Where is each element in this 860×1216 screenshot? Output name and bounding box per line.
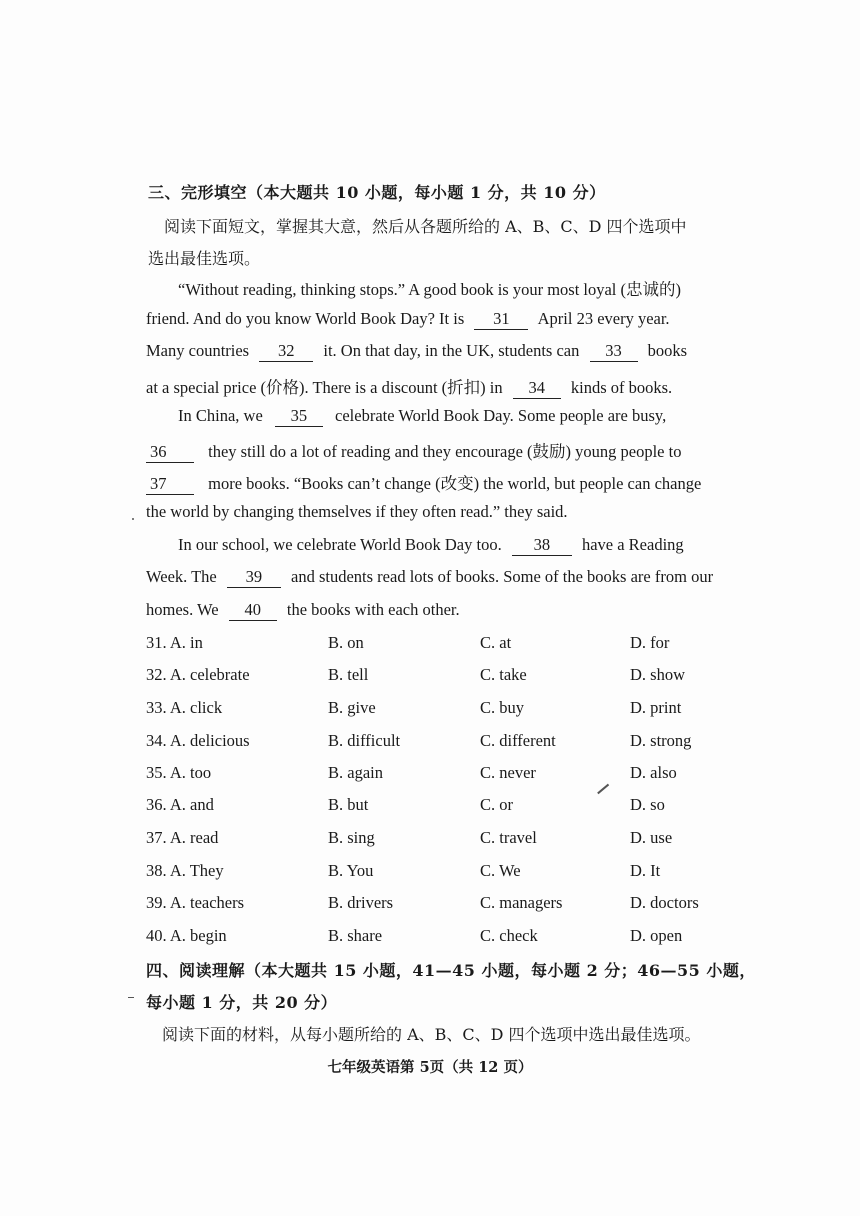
option-c: C. or	[480, 795, 513, 814]
option-b: B. difficult	[328, 731, 401, 750]
question-row	[146, 763, 726, 787]
option-b: B. on	[328, 633, 364, 652]
option-c: C. We	[480, 861, 521, 880]
option-c: C. managers	[480, 893, 563, 912]
option-d: D. use	[630, 828, 673, 847]
passage-line	[178, 406, 666, 427]
section3-title: 三、完形填空（本大题共 10 小题，每小题 1 分，共 10 分）	[148, 183, 606, 202]
passage-text: it. On that day, in the UK, students can	[323, 341, 580, 360]
passage-line	[146, 567, 713, 588]
passage-line	[178, 535, 684, 556]
section4-title-line2: 每小题 1 分，共 20 分）	[146, 993, 338, 1012]
option-b: B. You	[328, 861, 374, 880]
question-row	[146, 731, 726, 755]
passage-text: they still do a lot of reading and they encourage (鼓励) young people to	[208, 442, 682, 461]
page-footer: 七年级英语第 5页（共 12 页）	[327, 1059, 533, 1076]
passage-line	[146, 470, 701, 495]
blank-38: 38	[512, 535, 572, 556]
option-b: B. share	[328, 926, 383, 945]
option-d: D. It	[630, 861, 661, 880]
passage-line	[178, 276, 681, 300]
option-d: D. also	[630, 763, 677, 782]
passage-text: April 23 every year.	[537, 309, 670, 328]
option-c: C. travel	[480, 828, 537, 847]
option-d: D. open	[630, 926, 683, 945]
option-d: D. print	[630, 698, 682, 717]
passage-text: and students read lots of books. Some of the books are from our	[291, 567, 714, 586]
passage-text: more books. “Books can’t change (改变) the world, but people can change	[208, 474, 702, 493]
option-c: C. check	[480, 926, 538, 945]
option-d: D. strong	[630, 731, 692, 750]
option-a: 35. A. too	[146, 763, 212, 782]
passage-text: kinds of books.	[570, 378, 673, 397]
option-a: 37. A. read	[146, 828, 219, 847]
option-d: D. show	[630, 665, 686, 684]
passage-text: friend. And do you know World Book Day? It is	[146, 309, 465, 328]
option-b: B. tell	[328, 665, 369, 684]
section3-instruction-line2: 选出最佳选项。	[148, 249, 261, 268]
question-row	[146, 633, 726, 657]
passage-line	[146, 309, 670, 330]
blank-34: 34	[513, 378, 561, 399]
passage-text: Week. The	[146, 567, 217, 586]
scan-mark	[132, 518, 134, 520]
passage-text: “Without reading, thinking stops.” A good book is your most loyal (忠诚的)	[178, 280, 682, 299]
passage-text: the world by changing themselves if they often read.” they said.	[146, 502, 568, 521]
passage-line	[146, 341, 687, 362]
section3-instruction-line1: 阅读下面短文，掌握其大意，然后从各题所给的 A、B、C、D 四个选项中	[164, 217, 687, 236]
passage-text: Many countries	[146, 341, 250, 360]
passage-line	[146, 502, 568, 522]
option-a: 32. A. celebrate	[146, 665, 250, 684]
option-b: B. sing	[328, 828, 375, 847]
passage-text: celebrate World Book Day. Some people are busy,	[335, 406, 667, 425]
option-d: D. for	[630, 633, 670, 652]
passage-text: the books with each other.	[286, 600, 460, 619]
option-b: B. but	[328, 795, 369, 814]
passage-text: homes. We	[146, 600, 219, 619]
option-b: B. again	[328, 763, 383, 782]
option-d: D. so	[630, 795, 665, 814]
option-c: C. buy	[480, 698, 525, 717]
passage-text: have a Reading	[581, 535, 684, 554]
passage-text: at a special price (价格). There is a discount (折扣) in	[146, 378, 503, 397]
blank-31: 31	[474, 309, 528, 330]
passage-text: In our school, we celebrate World Book Day too.	[178, 535, 502, 554]
option-a: 36. A. and	[146, 795, 214, 814]
option-a: 31. A. in	[146, 633, 203, 652]
question-row	[146, 861, 726, 885]
question-row	[146, 795, 726, 819]
passage-line	[146, 438, 681, 463]
option-a: 33. A. click	[146, 698, 223, 717]
option-c: C. different	[480, 731, 556, 750]
blank-35: 35	[275, 406, 323, 427]
option-a: 40. A. begin	[146, 926, 227, 945]
option-a: 38. A. They	[146, 861, 224, 880]
question-row	[146, 893, 726, 917]
option-d: D. doctors	[630, 893, 699, 912]
option-c: C. at	[480, 633, 512, 652]
section4-title-line1: 四、阅读理解（本大题共 15 小题，41—45 小题，每小题 2 分；46—55 小题，	[146, 961, 756, 980]
blank-32: 32	[259, 341, 313, 362]
section4-instruction: 阅读下面的材料，从每小题所给的 A、B、C、D 四个选项中选出最佳选项。	[162, 1025, 701, 1044]
blank-36: 36	[146, 442, 194, 463]
passage-line	[146, 374, 672, 399]
passage-text: In China, we	[178, 406, 263, 425]
scan-mark	[128, 997, 134, 998]
question-row	[146, 828, 726, 852]
option-b: B. give	[328, 698, 376, 717]
option-b: B. drivers	[328, 893, 394, 912]
question-row	[146, 698, 726, 722]
question-row	[146, 665, 726, 689]
question-row	[146, 926, 726, 950]
option-c: C. never	[480, 763, 536, 782]
passage-line	[146, 600, 460, 621]
option-c: C. take	[480, 665, 527, 684]
option-a: 39. A. teachers	[146, 893, 245, 912]
blank-37: 37	[146, 474, 194, 495]
option-a: 34. A. delicious	[146, 731, 250, 750]
blank-39: 39	[227, 567, 281, 588]
blank-33: 33	[590, 341, 638, 362]
passage-text: books	[647, 341, 688, 360]
blank-40: 40	[229, 600, 277, 621]
